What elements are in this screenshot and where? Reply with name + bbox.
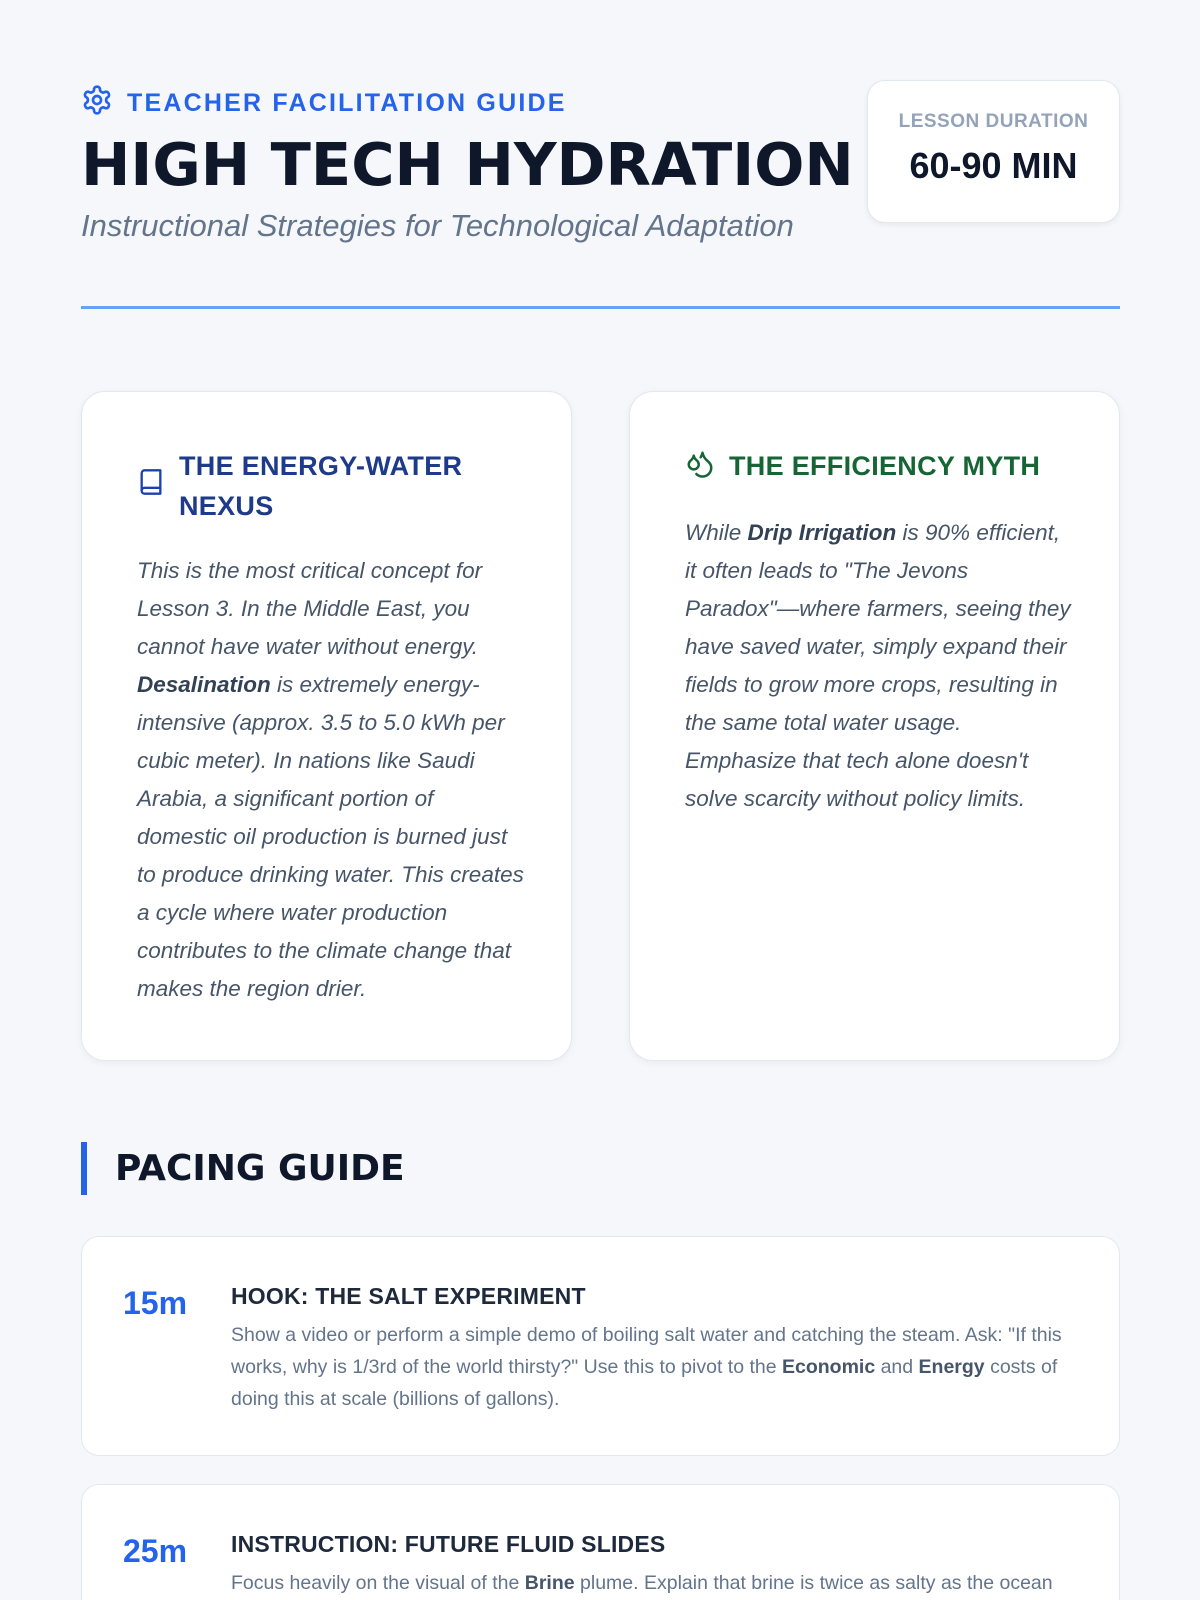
card-header [137, 446, 517, 526]
guide-page [81, 0, 1120, 1594]
eyebrow-label: TEACHER FACILITATION GUIDE [127, 89, 567, 117]
pacing-description [231, 1319, 1071, 1415]
book-icon [137, 446, 165, 501]
eyebrow [81, 84, 567, 123]
card-body-text: While [685, 520, 748, 545]
efficiency-myth-card [629, 391, 1120, 1061]
pacing-item [81, 1484, 1120, 1600]
pacing-text: Focus heavily on the visual of the [231, 1572, 525, 1594]
pacing-text: plume. Explain that brine is twice as salty as the ocean [574, 1572, 1053, 1594]
pacing-time: 25m [123, 1533, 188, 1569]
energy-water-nexus-card [81, 391, 572, 1061]
card-body-emphasis: Desalination [137, 672, 271, 697]
card-body [685, 514, 1075, 818]
droplets-icon [685, 446, 715, 484]
card-body [137, 552, 527, 1008]
duration-label: LESSON DURATION [898, 111, 1089, 132]
pacing-title: INSTRUCTION: FUTURE FLUID SLIDES [231, 1531, 666, 1557]
card-body-emphasis: Drip Irrigation [747, 520, 897, 545]
card-body-text: This is the most critical concept for Lesson 3. In the Middle East, you cannot have water without energy. [137, 558, 483, 659]
pacing-text: Show a video or perform a simple demo of boiling salt water and catching the steam. Ask: "If this works, why is 1/3rd of the world thirsty?" Use this to pivot to the [231, 1324, 1062, 1378]
lesson-duration-badge [867, 80, 1120, 223]
pacing-title: HOOK: THE SALT EXPERIMENT [231, 1283, 586, 1309]
pacing-emphasis: Economic [781, 1356, 876, 1378]
gear-icon [81, 84, 113, 123]
page-title: HIGH TECH HYDRATION [81, 130, 854, 199]
pacing-item [81, 1236, 1120, 1456]
card-body-text: is 90% efficient, it often leads to "The Jevons Paradox"—where farmers, seeing they have saved water, simply expand their fields to grow more crops, resulting in the same total water usage. Emphasize that tech alone doesn't solve scarcity without policy limits. [685, 520, 1071, 811]
pacing-emphasis: Brine [524, 1572, 575, 1594]
pacing-guide-heading: PACING GUIDE [81, 1142, 405, 1195]
pacing-time: 15m [123, 1285, 188, 1321]
header [81, 0, 1120, 310]
pacing-text: costs of doing this at scale (billions of gallons). [231, 1356, 1058, 1410]
card-title: THE EFFICIENCY MYTH [729, 451, 1041, 481]
page-subtitle: Instructional Strategies for Technological Adaptation [81, 208, 794, 243]
duration-value: 60-90 MIN [909, 145, 1078, 186]
pacing-description [231, 1567, 1071, 1599]
card-title: THE ENERGY-WATER NEXUS [179, 451, 463, 521]
pacing-emphasis: Energy [918, 1356, 985, 1378]
pacing-text: and [875, 1356, 919, 1378]
card-header [685, 446, 1065, 486]
card-body-text: is extremely energy-intensive (approx. 3.5 to 5.0 kWh per cubic meter). In nations like Saudi Arabia, a significant portion of domestic oil production is burned just to produce drinking water. This creates a cycle where water production contributes to the climate change that makes the region drier. [137, 672, 524, 1001]
concept-cards [81, 391, 1120, 1061]
header-divider [81, 306, 1120, 309]
